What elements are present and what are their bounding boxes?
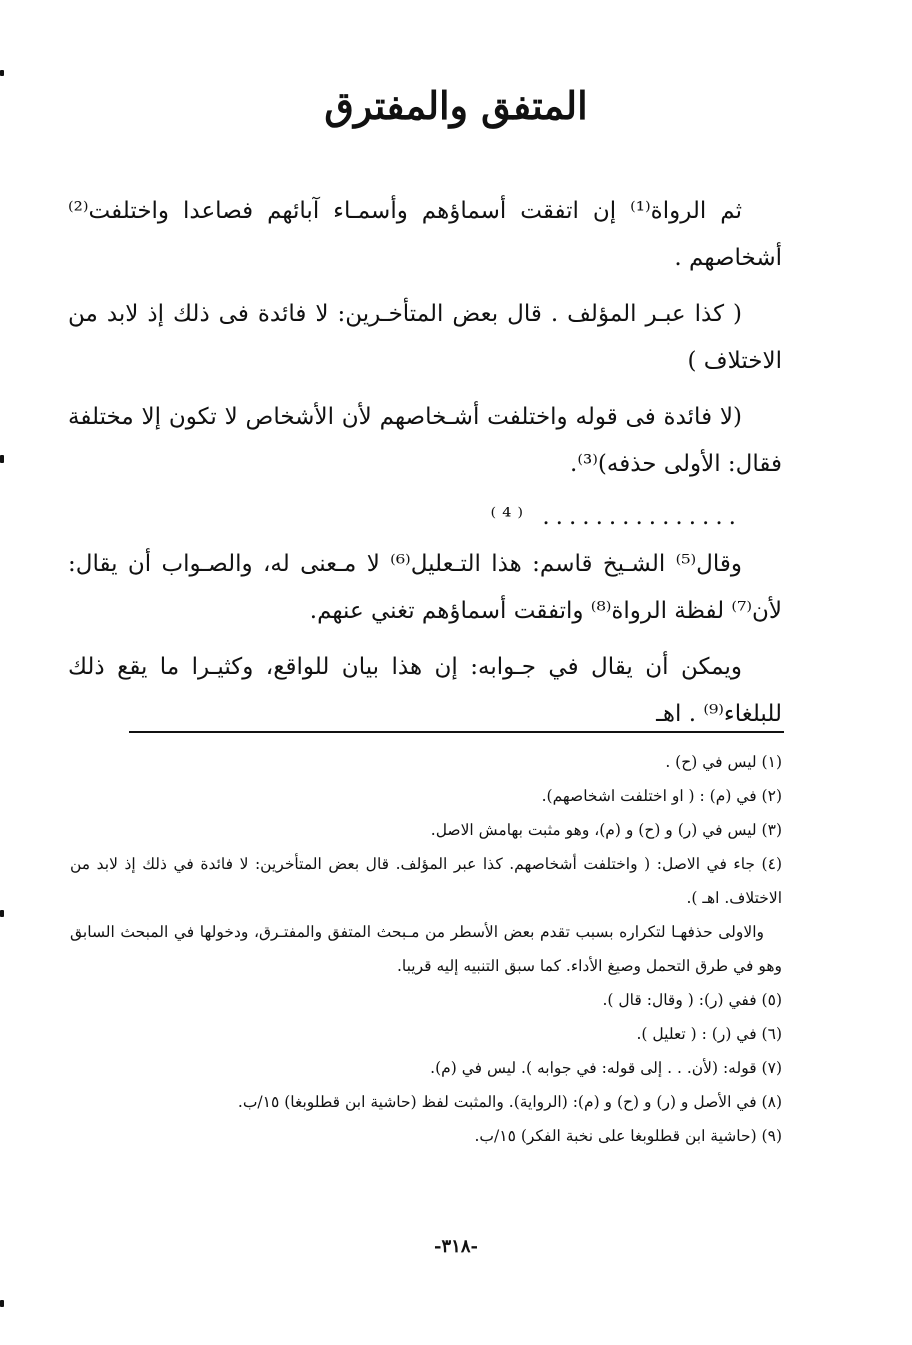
footnote: (٥) ففي (ر): ( وقال: قال ).	[602, 991, 782, 1009]
paragraph: (لا فائدة فى قوله واختلفت أشـخاصهم لأن الأشخاص لا تكون إلا مختلفة فقال: الأولى حذفه)⁽³⁾.	[68, 404, 782, 477]
scan-speck	[0, 70, 4, 76]
footnote: (٦) في (ر) : ( تعليل ).	[636, 1025, 782, 1043]
footnote-separator	[129, 731, 784, 733]
page-heading: المتفق والمفترق	[324, 83, 588, 128]
page-number: -٣١٨-	[434, 1236, 478, 1257]
footnote: (٣) ليس في (ر) و (ح) و (م)، وهو مثبت بهامش الاصل.	[430, 821, 782, 839]
paragraph: وقال⁽⁵⁾ الشـيخ قاسم: هذا التـعليل⁽⁶⁾ لا مـعنى له، والصـواب أن يقال: لأن⁽⁷⁾ لفظة الرواة⁽⁸⁾ واتفقت أسماؤهم تغني عنهم.	[68, 551, 782, 624]
main-text	[68, 188, 782, 747]
footnote: (١) ليس في (ح) .	[665, 753, 782, 771]
footnote: (٨) في الأصل و (ر) و (ح) و (م): (الرواية). والمثبت لفظ (حاشية ابن قطلوبغا) ١٥/ب.	[237, 1093, 782, 1111]
footnote: (٧) قوله: (لأن. . . إلى قوله: في جوابه ). ليس في (م).	[430, 1059, 782, 1077]
footnote-continuation: والاولى حذفهـا لتكراره بسبب تقدم بعض الأسطر من مـبحث المتفق والمفتـرق، ودخولها في المبحث السابق وهو في طرق التحمل وصيغ الأداء. كما سبق التنبيه إليه قريبا.	[70, 923, 782, 975]
paragraph: ويمكن أن يقال في جـوابه: إن هذا بيان للواقع، وكثيـرا ما يقع ذلك للبلغاء⁽⁹⁾ . اهـ	[68, 654, 782, 727]
paragraph: ( كذا عبـر المؤلف . قال بعض المتأخـرين: لا فائدة فى ذلك إذ لابد من الاختلاف )	[68, 301, 782, 374]
scan-speck	[0, 910, 4, 917]
footnote: (٤) جاء في الاصل: ( واختلفت أشخاصهم. كذا عبر المؤلف. قال بعض المتأخرين: لا فائدة في ذلك إذ لابد من الاختلاف. اهـ ).	[70, 855, 782, 907]
footnote: (٢) في (م) : ( او اختلفت اشخاصهم).	[541, 787, 782, 805]
footnote: (٩) (حاشية ابن قطلوبغا على نخبة الفكر) ١٥/ب.	[474, 1127, 782, 1145]
footnotes	[70, 745, 782, 1153]
scan-speck	[0, 455, 4, 463]
omission-dots: ............... ⁽⁴⁾	[490, 504, 742, 530]
paragraph: ثم الرواة⁽¹⁾ إن اتفقت أسماؤهم وأسمـاء آبائهم فصاعدا واختلفت⁽²⁾ أشخاصهم .	[68, 198, 782, 271]
scan-speck	[0, 1300, 4, 1307]
